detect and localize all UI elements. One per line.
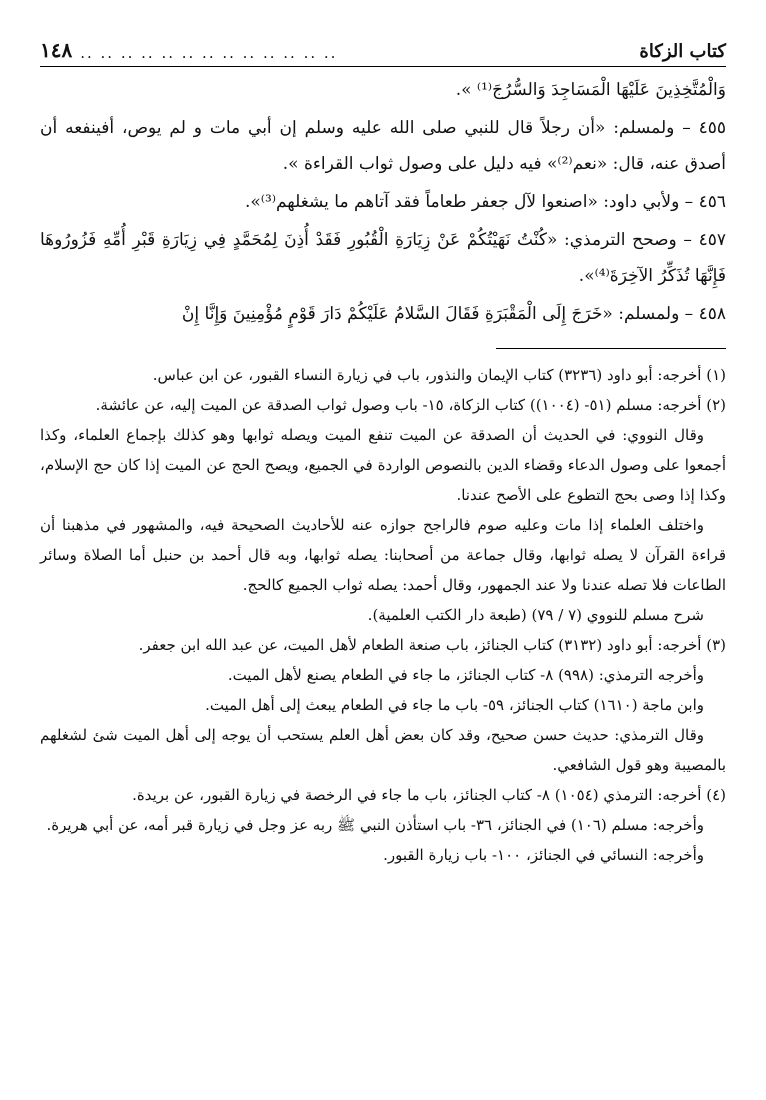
footnote-4: (٤) أخرجه: الترمذي (١٠٥٤) ٨- كتاب الجنائز، باب ما جاء في الرخصة في زيارة القبور، عن بريدة. bbox=[132, 786, 726, 804]
footnote-3-comment: وقال الترمذي: حديث حسن صحيح، وقد كان بعض أهل العلم يستحب أن يوجه إلى أهل الميت شئ لشغلهم بالمصيبة وهو قول الشافعي. bbox=[40, 726, 726, 774]
hadith-455: ٤٥٥ – ولمسلم: «أن رجلاً قال للنبي صلى الله عليه وسلم إن أبي مات و لم يوص، أفينفعه أن أصدق عنه، قال: «نعم⁽²⁾» فيه دليل على وصول ثواب القراءة ». bbox=[40, 118, 726, 174]
header-leader-dots: .. .. .. .. .. .. .. .. .. .. .. .. .. bbox=[80, 44, 338, 62]
footnote-2-source: شرح مسلم للنووي (٧ / ٧٩) (طبعة دار الكتب العلمية). bbox=[367, 606, 704, 624]
footnote-3-ibnmajah: وابن ماجة (١٦١٠) كتاب الجنائز، ٥٩- باب ما جاء في الطعام يبعث إلى أهل الميت. bbox=[205, 696, 704, 714]
book-page bbox=[40, 0, 726, 1100]
footnote-3-tirmidhi: وأخرجه الترمذي: (٩٩٨) ٨- كتاب الجنائز، ما جاء في الطعام يصنع لأهل الميت. bbox=[227, 666, 704, 684]
hadith-458: ٤٥٨ – ولمسلم: «خَرَجَ إِلَى الْمَقْبَرَةِ فَقَالَ السَّلامُ عَلَيْكُمْ دَارَ قَوْمٍ مُؤْمِنِينَ وَإِنَّا إِنْ bbox=[181, 304, 726, 324]
hadith-457: ٤٥٧ – وصحح الترمذي: «كُنْتُ نَهَيْتُكُمْ عَنْ زِيَارَةِ الْقُبُورِ فَقَدْ أُذِنَ لِمُحَمَّدٍ فِي زِيَارَةِ قَبْرِ أُمِّهِ فَزُورُوهَا فَإِنَّهَا تُذَكِّرُ الآخِرَةَ⁽⁴⁾». bbox=[40, 230, 726, 286]
footnote-4-muslim: وأخرجه: مسلم (١٠٦) في الجنائز، ٣٦- باب استأذن النبي ﷺ ربه عز وجل في زيارة قبر أمه، عن أبي هريرة. bbox=[46, 816, 704, 834]
chapter-title: كتاب الزكاة bbox=[639, 41, 726, 62]
footnote-4-nasai: وأخرجه: النسائي في الجنائز، ١٠٠- باب زيارة القبور. bbox=[383, 846, 704, 864]
footnote-2-nawawi: وقال النووي: في الحديث أن الصدقة عن الميت تنفع الميت ويصله ثوابها وهو كذلك بإجماع العلماء، وكذا أجمعوا على وصول الدعاء وقضاء الدين بالنصوص الواردة في الجميع، ويصح الحج عن الميت إذا كان حج الإسلام، وكذا إذا وصى بحج التطوع على الأصح عندنا. bbox=[40, 426, 726, 504]
footnote-3: (٣) أخرجه: أبو داود (٣١٣٢) كتاب الجنائز، باب صنعة الطعام لأهل الميت، عن عبد الله ابن جعفر. bbox=[138, 636, 726, 654]
page-number: ١٤٨ bbox=[40, 38, 73, 62]
main-text bbox=[40, 72, 726, 334]
hadith-456: ٤٥٦ – ولأبي داود: «اصنعوا لآل جعفر طعاماً فقد آتاهم ما يشغلهم⁽³⁾». bbox=[245, 192, 726, 212]
footnote-separator bbox=[496, 348, 726, 349]
hadith-line: وَالْمُتَّخِذِينَ عَلَيْهَا الْمَسَاجِدَ وَالسُّرُجَ⁽¹⁾ ». bbox=[455, 80, 726, 100]
running-header bbox=[40, 34, 726, 67]
footnote-2-ikhtilaf: واختلف العلماء إذا مات وعليه صوم فالراجح جوازه عنه للأحاديث الصحيحة فيه، والمشهور في مذهبنا أن قراءة القرآن لا يصله ثوابها، وقال جماعة من أصحابنا: يصله ثوابها، وبه قال أحمد بن حنبل أما الصلاة وسائر الطاعات فلا تصله عندنا ولا عند الجمهور، وقال أحمد: يصله ثواب الجميع كالحج. bbox=[40, 516, 726, 594]
footnotes bbox=[40, 360, 726, 870]
footnote-1: (١) أخرجه: أبو داود (٣٢٣٦) كتاب الإيمان والنذور، باب في زيارة النساء القبور، عن ابن عباس. bbox=[152, 366, 726, 384]
footnote-2: (٢) أخرجه: مسلم (٥١- (١٠٠٤)) كتاب الزكاة، ١٥- باب وصول ثواب الصدقة عن الميت إليه، عن عائشة. bbox=[95, 396, 726, 414]
